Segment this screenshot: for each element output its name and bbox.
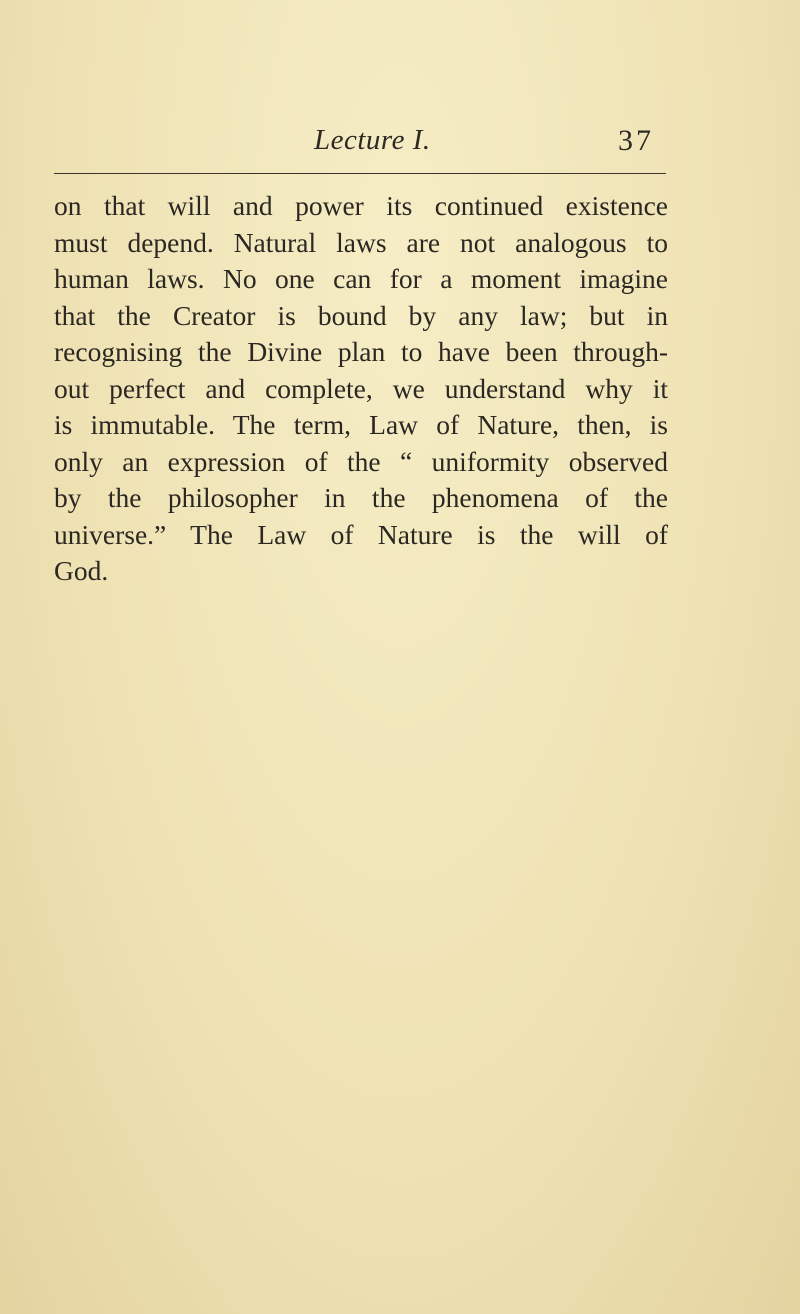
page-number: 37 (618, 124, 654, 157)
text-line: universe.” The Law of Nature is the will of (54, 518, 668, 550)
text-line: by the philosopher in the phenomena of the (54, 482, 668, 513)
text-line: only an expression of the “ uniformity observed (54, 445, 668, 477)
body-paragraph (54, 188, 668, 590)
running-title: Lecture I. (314, 124, 431, 156)
text-line: God. (54, 555, 109, 586)
header-rule (54, 173, 666, 174)
text-line: out perfect and complete, we understand why it (54, 372, 668, 404)
text-line: is immutable. The term, Law of Nature, then, is (54, 409, 668, 440)
text-line: recognising the Divine plan to have been through- (54, 336, 668, 367)
text-line: must depend. Natural laws are not analogous to (54, 226, 668, 258)
running-head (54, 124, 654, 164)
text-line: that the Creator is bound by any law; but in (54, 299, 668, 331)
text-line: on that will and power its continued existence (54, 190, 668, 221)
text-line: human laws. No one can for a moment imagine (54, 263, 668, 294)
